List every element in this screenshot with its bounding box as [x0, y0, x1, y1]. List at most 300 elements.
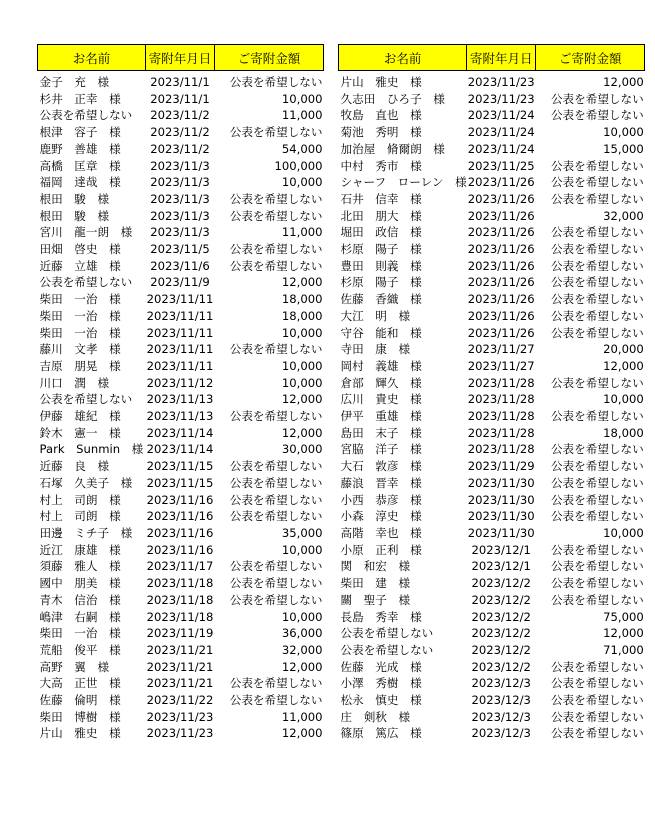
table-row — [339, 492, 645, 509]
donation-date-cell: 2023/11/28 — [467, 392, 535, 407]
table-row — [339, 475, 645, 492]
table-row — [339, 91, 645, 108]
donor-name-cell: 豊田 則義 様 — [340, 258, 422, 273]
donation-amount-cell: 公表を希望しない — [550, 542, 644, 557]
donor-name-cell: 公表を希望しない — [39, 392, 133, 407]
donation-amount-cell: 12,000 — [281, 392, 323, 407]
table-row — [38, 625, 324, 642]
donor-name-cell: 根田 駿 様 — [39, 208, 110, 223]
donation-amount-cell: 54,000 — [281, 141, 323, 156]
donation-amount-cell: 公表を希望しない — [550, 726, 644, 741]
donor-name-cell: 公表を希望しない — [39, 108, 133, 123]
table-body-right — [339, 71, 645, 743]
donation-date-cell: 2023/11/26 — [467, 175, 535, 190]
donation-date-cell: 2023/11/30 — [467, 475, 535, 490]
donation-date-cell: 2023/11/3 — [150, 175, 210, 190]
table-row — [339, 675, 645, 692]
donation-date-cell: 2023/11/24 — [467, 108, 535, 123]
donation-date-cell: 2023/12/2 — [471, 659, 531, 674]
donation-amount-cell: 18,000 — [603, 425, 644, 440]
table-row — [339, 709, 645, 726]
donation-date-cell: 2023/11/11 — [146, 358, 214, 373]
table-row — [339, 174, 645, 191]
donation-date-cell: 2023/11/28 — [467, 409, 535, 424]
donor-name-cell: 大江 明 様 — [340, 308, 411, 323]
table-row — [339, 274, 645, 291]
donation-amount-cell: 公表を希望しない — [550, 576, 644, 591]
donation-amount-cell: 10,000 — [603, 525, 644, 540]
donor-name-cell: 杉原 陽子 様 — [340, 275, 422, 290]
table-row — [38, 475, 324, 492]
donation-amount-cell: 公表を希望しない — [229, 492, 323, 507]
donor-name-cell: 長島 秀幸 様 — [340, 609, 422, 624]
donation-date-cell: 2023/11/3 — [150, 225, 210, 240]
donation-date-cell: 2023/11/26 — [467, 292, 535, 307]
donation-amount-cell: 36,000 — [281, 626, 323, 641]
donation-amount-cell: 公表を希望しない — [550, 459, 644, 474]
table-row — [339, 124, 645, 141]
header-name: お名前 — [339, 45, 467, 71]
donation-date-cell: 2023/12/3 — [471, 676, 531, 691]
table-row — [38, 91, 324, 108]
donor-name-cell: 松永 慎史 様 — [340, 693, 422, 708]
donation-amount-cell: 10,000 — [281, 175, 323, 190]
donation-amount-cell: 35,000 — [281, 525, 323, 540]
donor-name-cell: 伊藤 雄紀 様 — [39, 409, 121, 424]
header-amount: ご寄附金額 — [215, 45, 324, 71]
header-row — [38, 45, 324, 71]
donation-amount-cell: 32,000 — [281, 642, 323, 657]
donation-amount-cell: 公表を希望しない — [550, 559, 644, 574]
donation-date-cell: 2023/11/13 — [146, 409, 214, 424]
donor-name-cell: 近江 康雄 様 — [39, 542, 121, 557]
donor-name-cell: 須藤 雅人 様 — [39, 559, 121, 574]
table-row — [38, 174, 324, 191]
donation-table-right — [338, 44, 645, 742]
donation-amount-cell: 12,000 — [281, 659, 323, 674]
donation-date-cell: 2023/11/2 — [150, 108, 210, 123]
donor-name-cell: 柴田 一治 様 — [39, 308, 121, 323]
donation-date-cell: 2023/11/16 — [146, 492, 214, 507]
donor-name-cell: 片山 雅史 様 — [39, 726, 121, 741]
table-row — [339, 625, 645, 642]
donation-date-cell: 2023/12/3 — [471, 693, 531, 708]
donation-date-cell: 2023/11/12 — [146, 375, 214, 390]
donation-date-cell: 2023/11/26 — [467, 208, 535, 223]
table-row — [339, 241, 645, 258]
donation-date-cell: 2023/11/15 — [146, 475, 214, 490]
table-row — [339, 542, 645, 559]
table-row — [339, 325, 645, 342]
donation-date-cell: 2023/11/14 — [146, 425, 214, 440]
table-row — [38, 441, 324, 458]
donor-name-cell: 柴田 一治 様 — [39, 292, 121, 307]
donor-name-cell: 近藤 良 様 — [39, 459, 110, 474]
table-row — [38, 609, 324, 626]
donation-date-cell: 2023/11/11 — [146, 342, 214, 357]
donation-amount-cell: 公表を希望しない — [550, 175, 644, 190]
donation-date-cell: 2023/11/21 — [146, 659, 214, 674]
table-row — [339, 508, 645, 525]
donation-date-cell: 2023/11/3 — [150, 191, 210, 206]
donation-date-cell: 2023/11/11 — [146, 292, 214, 307]
table-row — [339, 525, 645, 542]
donor-name-cell: 公表を希望しない — [39, 275, 133, 290]
donation-amount-cell: 公表を希望しない — [550, 375, 644, 390]
donor-name-cell: 村上 司朗 様 — [39, 509, 121, 524]
donation-amount-cell: 11,000 — [281, 709, 323, 724]
donation-date-cell: 2023/11/21 — [146, 676, 214, 691]
donor-name-cell: 北田 朋大 様 — [340, 208, 422, 223]
donation-date-cell: 2023/11/28 — [467, 425, 535, 440]
donation-amount-cell: 公表を希望しない — [229, 559, 323, 574]
donation-amount-cell: 公表を希望しない — [550, 158, 644, 173]
table-row — [339, 191, 645, 208]
donor-name-cell: 菊池 秀明 様 — [340, 125, 422, 140]
donor-name-cell: 杉原 陽子 様 — [340, 242, 422, 257]
donation-amount-cell: 公表を希望しない — [229, 191, 323, 206]
header-name: お名前 — [38, 45, 146, 71]
donation-amount-cell: 18,000 — [281, 308, 323, 323]
donation-amount-cell: 12,000 — [281, 726, 323, 741]
donation-amount-cell: 公表を希望しない — [550, 258, 644, 273]
donation-date-cell: 2023/11/26 — [467, 242, 535, 257]
donation-amount-cell: 公表を希望しない — [550, 242, 644, 257]
donor-name-cell: 守谷 能和 様 — [340, 325, 422, 340]
donor-name-cell: 嶋津 右嗣 様 — [39, 609, 121, 624]
donor-name-cell: 倉部 輝久 様 — [340, 375, 422, 390]
donor-name-cell: 牧島 直也 様 — [340, 108, 422, 123]
table-row — [339, 358, 645, 375]
donation-date-cell: 2023/11/1 — [150, 75, 210, 89]
donation-amount-cell: 12,000 — [603, 626, 644, 641]
donation-date-cell: 2023/11/23 — [146, 709, 214, 724]
table-row — [38, 241, 324, 258]
table-row — [339, 659, 645, 676]
donation-amount-cell: 11,000 — [281, 108, 323, 123]
donation-amount-cell: 公表を希望しない — [550, 676, 644, 691]
table-row — [339, 642, 645, 659]
table-row — [339, 308, 645, 325]
table-row — [339, 208, 645, 225]
table-row — [38, 675, 324, 692]
donor-name-cell: 田畑 啓史 様 — [39, 242, 121, 257]
donation-amount-cell: 20,000 — [603, 342, 644, 357]
table-row — [339, 575, 645, 592]
donation-amount-cell: 公表を希望しない — [550, 409, 644, 424]
donation-amount-cell: 71,000 — [603, 642, 644, 657]
table-row — [339, 291, 645, 308]
donation-amount-cell: 18,000 — [281, 292, 323, 307]
donor-name-cell: 柴田 建 様 — [340, 576, 411, 591]
donor-name-cell: 岡村 義雄 様 — [340, 358, 422, 373]
donation-date-cell: 2023/11/24 — [467, 125, 535, 140]
donation-amount-cell: 公表を希望しない — [550, 225, 644, 240]
donor-name-cell: 柴田 一治 様 — [39, 626, 121, 641]
header-amount: ご寄附金額 — [536, 45, 645, 71]
donor-name-cell: 根津 容子 様 — [39, 125, 121, 140]
donor-name-cell: 大高 正世 様 — [39, 676, 121, 691]
donor-name-cell: 關 聖子 様 — [340, 592, 411, 607]
donation-amount-cell: 公表を希望しない — [229, 475, 323, 490]
table-row — [38, 575, 324, 592]
donor-name-cell: 広川 貴史 様 — [340, 392, 422, 407]
donor-name-cell: 庄 剣秋 様 — [340, 709, 411, 724]
donation-date-cell: 2023/12/2 — [471, 576, 531, 591]
table-row — [339, 74, 645, 91]
donation-amount-cell: 公表を希望しない — [229, 75, 323, 89]
donation-amount-cell: 12,000 — [603, 358, 644, 373]
donor-name-cell: 吉原 朋晃 様 — [39, 358, 121, 373]
table-row — [38, 191, 324, 208]
donor-name-cell: 中村 秀市 様 — [340, 158, 422, 173]
table-row — [339, 375, 645, 392]
table-row — [38, 124, 324, 141]
donation-date-cell: 2023/11/11 — [146, 325, 214, 340]
donation-amount-cell: 10,000 — [281, 542, 323, 557]
table-row — [38, 659, 324, 676]
donor-name-cell: 島田 末子 様 — [340, 425, 422, 440]
donation-date-cell: 2023/11/18 — [146, 576, 214, 591]
donor-name-cell: 小森 淳史 様 — [340, 509, 422, 524]
table-row — [38, 709, 324, 726]
table-row — [339, 425, 645, 442]
table-row — [339, 609, 645, 626]
donation-date-cell: 2023/11/5 — [150, 242, 210, 257]
donation-amount-cell: 公表を希望しない — [550, 693, 644, 708]
header-date: 寄附年月日 — [467, 45, 536, 71]
donation-date-cell: 2023/12/2 — [471, 642, 531, 657]
donor-name-cell: 佐藤 光成 様 — [340, 659, 422, 674]
donor-name-cell: 加治屋 脩爾朗 様 — [340, 141, 445, 156]
donor-name-cell: 近藤 立雄 様 — [39, 258, 121, 273]
header-row — [339, 45, 645, 71]
table-row — [38, 74, 324, 91]
donation-amount-cell: 11,000 — [281, 225, 323, 240]
table-row — [339, 592, 645, 609]
donation-amount-cell: 公表を希望しない — [550, 442, 644, 457]
donor-name-cell: 石井 信幸 様 — [340, 191, 422, 206]
donor-name-cell: 小西 恭彦 様 — [340, 492, 422, 507]
donation-date-cell: 2023/11/9 — [150, 275, 210, 290]
donor-name-cell: 高階 幸也 様 — [340, 525, 422, 540]
donation-amount-cell: 公表を希望しない — [550, 108, 644, 123]
donation-amount-cell: 公表を希望しない — [229, 208, 323, 223]
donation-amount-cell: 10,000 — [281, 91, 323, 106]
table-row — [38, 308, 324, 325]
table-row — [339, 258, 645, 275]
donor-name-cell: 柴田 一治 様 — [39, 325, 121, 340]
donation-date-cell: 2023/11/26 — [467, 225, 535, 240]
donation-date-cell: 2023/11/24 — [467, 141, 535, 156]
table-row — [38, 208, 324, 225]
donation-amount-cell: 12,000 — [603, 75, 644, 89]
table-row — [339, 107, 645, 124]
donation-date-cell: 2023/11/1 — [150, 91, 210, 106]
table-row — [38, 358, 324, 375]
donation-date-cell: 2023/11/6 — [150, 258, 210, 273]
donation-amount-cell: 公表を希望しない — [229, 242, 323, 257]
donation-date-cell: 2023/11/21 — [146, 642, 214, 657]
donor-name-cell: 寺田 康 様 — [340, 342, 411, 357]
donor-name-cell: 篠原 篤広 様 — [340, 726, 422, 741]
table-row — [38, 274, 324, 291]
donation-date-cell: 2023/11/30 — [467, 525, 535, 540]
donor-name-cell: 宮脇 洋子 様 — [340, 442, 422, 457]
donation-date-cell: 2023/11/15 — [146, 459, 214, 474]
table-body-left — [38, 71, 324, 743]
donor-name-cell: 久志田 ひろ子 様 — [340, 91, 445, 106]
donation-date-cell: 2023/11/29 — [467, 459, 535, 474]
donation-date-cell: 2023/11/28 — [467, 442, 535, 457]
donation-amount-cell: 公表を希望しない — [229, 592, 323, 607]
table-row — [38, 258, 324, 275]
donor-name-cell: 石塚 久美子 様 — [39, 475, 133, 490]
table-row — [38, 375, 324, 392]
table-row — [38, 141, 324, 158]
donor-name-cell: シャーフ ローレン 様 — [340, 175, 467, 190]
table-row — [38, 642, 324, 659]
donation-date-cell: 2023/11/16 — [146, 525, 214, 540]
table-row — [339, 441, 645, 458]
donation-date-cell: 2023/11/11 — [146, 308, 214, 323]
donor-name-cell: Park Sunmin 様 — [39, 442, 144, 457]
donor-name-cell: 佐藤 倫明 様 — [39, 693, 121, 708]
table-row — [38, 492, 324, 509]
donation-date-cell: 2023/12/3 — [471, 709, 531, 724]
donation-date-cell: 2023/11/27 — [467, 342, 535, 357]
donation-amount-cell: 公表を希望しない — [550, 659, 644, 674]
donor-name-cell: 村上 司朗 様 — [39, 492, 121, 507]
donation-date-cell: 2023/11/26 — [467, 191, 535, 206]
donation-amount-cell: 公表を希望しない — [550, 592, 644, 607]
donation-amount-cell: 10,000 — [281, 358, 323, 373]
table-row — [38, 291, 324, 308]
donor-name-cell: 堀田 政信 様 — [340, 225, 422, 240]
table-row — [38, 692, 324, 709]
donor-name-cell: 藤浪 晋幸 様 — [340, 475, 422, 490]
donation-date-cell: 2023/11/2 — [150, 141, 210, 156]
donor-name-cell: 田邊 ミチ子 様 — [39, 525, 133, 540]
donation-date-cell: 2023/12/1 — [471, 559, 531, 574]
table-row — [38, 158, 324, 175]
donor-name-cell: 杉井 正幸 様 — [39, 91, 121, 106]
table-row — [38, 224, 324, 241]
donor-name-cell: 福岡 達哉 様 — [39, 175, 121, 190]
donation-amount-cell: 公表を希望しない — [229, 576, 323, 591]
table-row — [339, 725, 645, 742]
donation-amount-cell: 10,000 — [603, 392, 644, 407]
donation-amount-cell: 10,000 — [281, 325, 323, 340]
donation-amount-cell: 公表を希望しない — [550, 709, 644, 724]
donation-date-cell: 2023/11/23 — [467, 75, 535, 89]
donation-amount-cell: 公表を希望しない — [550, 292, 644, 307]
table-row — [339, 158, 645, 175]
table-row — [339, 224, 645, 241]
donor-name-cell: 佐藤 香織 様 — [340, 292, 422, 307]
donation-amount-cell: 公表を希望しない — [550, 325, 644, 340]
donation-amount-cell: 公表を希望しない — [550, 308, 644, 323]
donor-name-cell: 金子 充 様 — [39, 75, 110, 89]
donor-name-cell: 小澤 秀樹 様 — [340, 676, 422, 691]
table-row — [339, 408, 645, 425]
table-row — [38, 458, 324, 475]
table-row — [38, 408, 324, 425]
donation-date-cell: 2023/12/2 — [471, 592, 531, 607]
donation-amount-cell: 10,000 — [281, 609, 323, 624]
table-row — [38, 425, 324, 442]
donation-date-cell: 2023/11/17 — [146, 559, 214, 574]
donation-amount-cell: 公表を希望しない — [550, 275, 644, 290]
donation-amount-cell: 公表を希望しない — [550, 492, 644, 507]
donation-amount-cell: 30,000 — [281, 442, 323, 457]
table-row — [38, 592, 324, 609]
donor-name-cell: 伊平 重雄 様 — [340, 409, 422, 424]
donor-name-cell: 藤川 文孝 様 — [39, 342, 121, 357]
table-row — [339, 341, 645, 358]
donor-name-cell: 青木 信治 様 — [39, 592, 121, 607]
donation-date-cell: 2023/11/26 — [467, 275, 535, 290]
table-row — [38, 325, 324, 342]
donor-name-cell: 柴田 博樹 様 — [39, 709, 121, 724]
donation-date-cell: 2023/11/30 — [467, 509, 535, 524]
donation-date-cell: 2023/12/1 — [471, 542, 531, 557]
table-row — [38, 542, 324, 559]
donor-name-cell: 高橋 匡章 様 — [39, 158, 121, 173]
donation-date-cell: 2023/11/14 — [146, 442, 214, 457]
donation-amount-cell: 10,000 — [603, 125, 644, 140]
donation-table-left — [37, 44, 324, 742]
donation-date-cell: 2023/11/27 — [467, 358, 535, 373]
donor-name-cell: 川口 潤 様 — [39, 375, 110, 390]
donation-date-cell: 2023/11/18 — [146, 592, 214, 607]
table-row — [38, 341, 324, 358]
donor-name-cell: 荒船 俊平 様 — [39, 642, 121, 657]
donation-amount-cell: 公表を希望しない — [229, 509, 323, 524]
donation-amount-cell: 公表を希望しない — [229, 693, 323, 708]
table-row — [339, 391, 645, 408]
donation-date-cell: 2023/11/16 — [146, 509, 214, 524]
table-row — [339, 458, 645, 475]
donation-amount-cell: 公表を希望しない — [550, 91, 644, 106]
donation-amount-cell: 公表を希望しない — [229, 459, 323, 474]
donation-amount-cell: 75,000 — [603, 609, 644, 624]
donation-date-cell: 2023/11/23 — [146, 726, 214, 741]
donation-date-cell: 2023/11/25 — [467, 158, 535, 173]
donation-date-cell: 2023/12/3 — [471, 726, 531, 741]
table-row — [339, 141, 645, 158]
donation-date-cell: 2023/11/26 — [467, 308, 535, 323]
donor-name-cell: 公表を希望しない — [340, 626, 434, 641]
donor-name-cell: 國中 朋美 様 — [39, 576, 121, 591]
donation-amount-cell: 公表を希望しない — [229, 409, 323, 424]
donation-date-cell: 2023/11/28 — [467, 375, 535, 390]
donation-amount-cell: 32,000 — [603, 208, 644, 223]
table-row — [38, 107, 324, 124]
donation-date-cell: 2023/11/18 — [146, 609, 214, 624]
donor-name-cell: 鹿野 善雄 様 — [39, 141, 121, 156]
donor-name-cell: 関 和宏 様 — [340, 559, 411, 574]
donation-amount-cell: 公表を希望しない — [550, 475, 644, 490]
table-row — [38, 525, 324, 542]
donation-amount-cell: 公表を希望しない — [550, 509, 644, 524]
table-row — [38, 725, 324, 742]
donor-name-cell: 根田 駿 様 — [39, 191, 110, 206]
donation-date-cell: 2023/11/26 — [467, 325, 535, 340]
donation-amount-cell: 100,000 — [274, 158, 323, 173]
table-row — [38, 391, 324, 408]
donation-date-cell: 2023/11/19 — [146, 626, 214, 641]
